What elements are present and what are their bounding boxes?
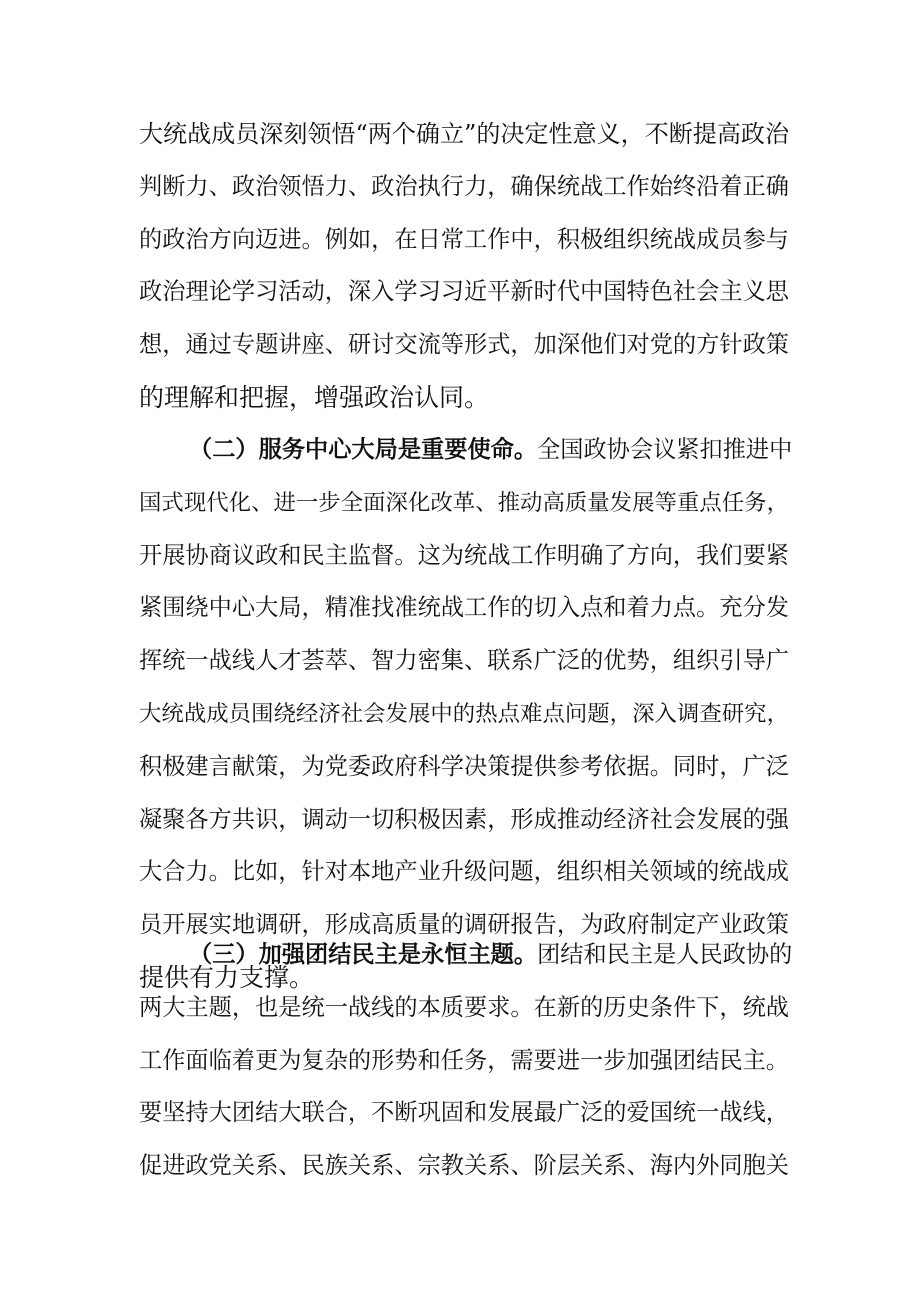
paragraph-3	[139, 929, 793, 1193]
text-line: 大统战成员围绕经济社会发展中的热点难点问题，深入调查研究，	[139, 700, 789, 727]
text-line: 紧围绕中心大局，精准找准统战工作的切入点和着力点。充分发	[139, 594, 789, 622]
text-line: 工作面临着更为复杂的形势和任务，需要进一步加强团结民主。	[139, 1046, 789, 1074]
text-line: 国式现代化、进一步全面深化改革、推动高质量发展等重点任务，	[139, 489, 789, 516]
section-heading: （三）加强团结民主是永恒主题。	[189, 941, 538, 968]
text-run: 团结和民主是人民政协的	[537, 941, 793, 968]
text-line-first	[139, 929, 793, 982]
text-line: 的政治方向迈进。例如，在日常工作中，积极组织统战成员参与	[139, 225, 789, 253]
text-line: 两大主题，也是统一战线的本质要求。在新的历史条件下，统战	[139, 993, 789, 1021]
text-line: 政治理论学习活动，深入学习习近平新时代中国特色社会主义思	[139, 278, 789, 306]
text-line-first	[139, 424, 793, 477]
paragraph-2	[139, 424, 793, 1005]
text-line: 提供有力支撑。	[139, 962, 315, 992]
text-line: 挥统一战线人才荟萃、智力密集、联系广泛的优势，组织引导广	[139, 647, 789, 675]
text-line: 凝聚各方共识，调动一切积极因素，形成推动经济社会发展的强	[139, 805, 789, 833]
text-line: 判断力、政治领悟力、政治执行力，确保统战工作始终沿着正确	[139, 172, 789, 200]
section-heading: （二）服务中心大局是重要使命。	[189, 436, 538, 463]
text-line: 开展协商议政和民主监督。这为统战工作明确了方向，我们要紧	[139, 541, 789, 569]
paragraph-1	[139, 108, 789, 425]
text-line: 的理解和把握，增强政治认同。	[139, 382, 490, 412]
text-line: 大合力。比如，针对本地产业升级问题，组织相关领域的统战成	[139, 858, 789, 886]
text-line: 促进政党关系、民族关系、宗教关系、阶层关系、海内外同胞关	[139, 1152, 789, 1180]
text-line: 积极建言献策，为党委政府科学决策提供参考依据。同时，广泛	[139, 752, 789, 780]
text-run: 全国政协会议紧扣推进中	[537, 436, 793, 463]
text-line: 要坚持大团结大联合，不断巩固和发展最广泛的爱国统一战线，	[139, 1099, 789, 1127]
text-line: 员开展实地调研，形成高质量的调研报告，为政府制定产业政策	[139, 911, 789, 939]
text-line: 大统战成员深刻领悟“两个确立”的决定性意义，不断提高政治	[139, 120, 789, 148]
text-line: 想，通过专题讲座、研讨交流等形式，加深他们对党的方针政策	[139, 331, 789, 359]
